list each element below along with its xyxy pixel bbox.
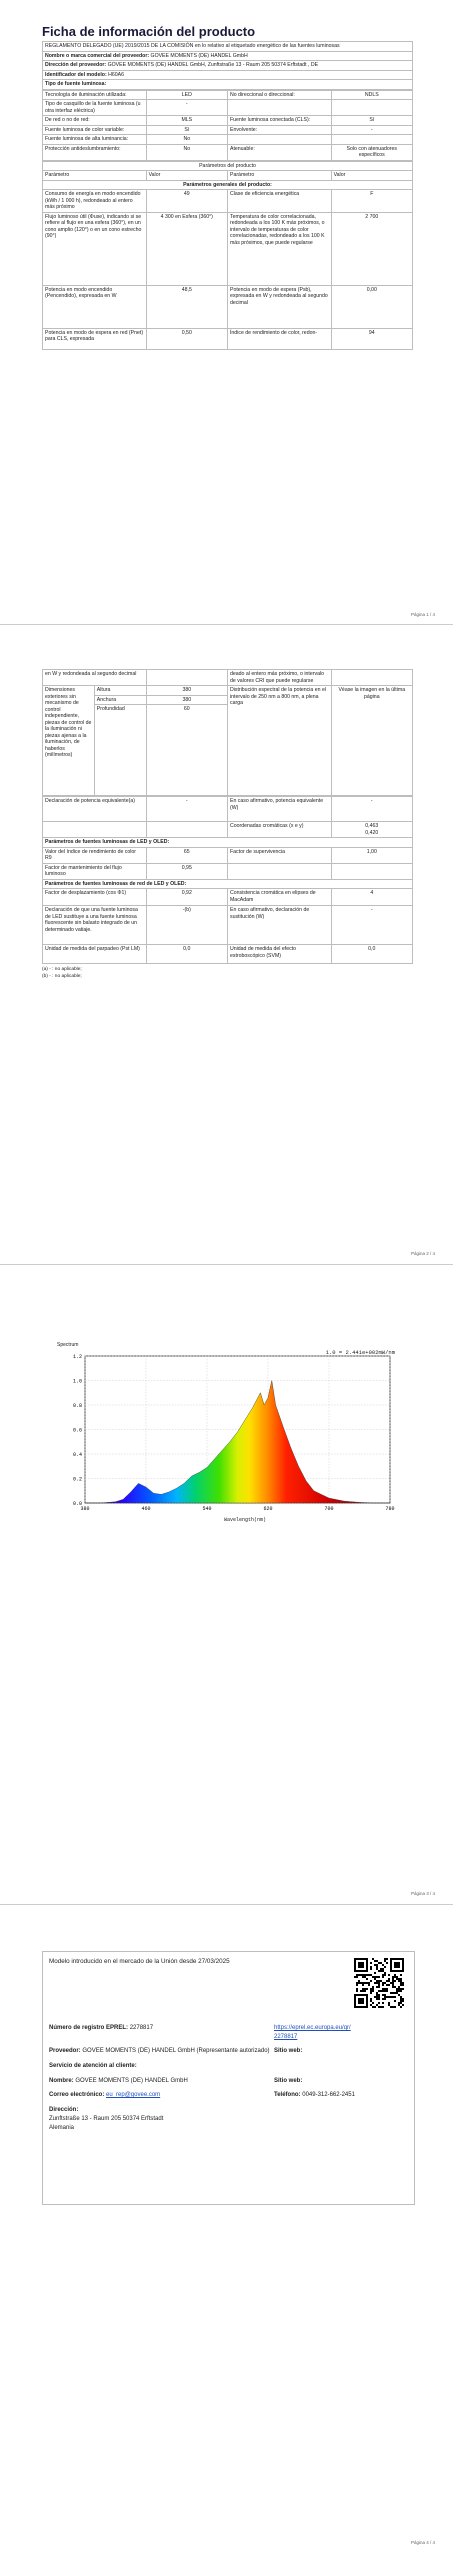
mains-row	[43, 945, 413, 964]
param-value: 0,50	[146, 328, 227, 349]
led-section-heading: Parámetros de fuentes luminosas de LED y OLED:	[43, 838, 413, 848]
param-label: Potencia en modo de espera (Psb), expresada en W y redondeada al segundo decimal	[227, 285, 331, 328]
param-value: 0,0	[146, 945, 227, 964]
param-value: 4	[331, 889, 412, 906]
param-value	[331, 135, 412, 145]
page-number: Página 4 / 4	[410, 2540, 435, 2545]
param-value: No	[146, 144, 227, 160]
col-param-2: Parámetro	[227, 171, 331, 181]
type-row	[43, 144, 413, 160]
param-value: 0,00	[331, 285, 412, 328]
dimensions-label: Dimensiones exteriores sin mecanismo de control independiente, piezas de control de la iluminación ni piezas ajenas a la iluminación, de haberlos (milímetros)	[43, 686, 95, 796]
page-1	[0, 0, 453, 625]
cont-left: en W y redondeada al segundo decimal	[43, 670, 147, 686]
product-info-continued	[42, 669, 413, 980]
site-label: Sitio web:	[274, 2077, 303, 2084]
param-value: 4 300 en Esfera (360°)	[146, 212, 227, 285]
website-label: Sitio web:	[274, 2048, 303, 2055]
param-value: 48,5	[146, 285, 227, 328]
param-label: Valor del índice de rendimiento de color R9	[43, 847, 147, 863]
document-title: Ficha de información del producto	[42, 24, 256, 39]
param-value	[331, 100, 412, 116]
params-title: Parámetros del producto	[43, 161, 413, 171]
param-value: -	[331, 125, 412, 135]
led-row	[43, 847, 413, 863]
regulation-text: REGLAMENTO DELEGADO (UE) 2019/2015 DE LA COMISIÓN en lo relativo al etiquetado energético de las fuentes luminosas	[43, 42, 413, 52]
chart-ylabel: Spectrum	[57, 1342, 79, 1348]
chromaticity-label: Coordenadas cromáticas (x e y)	[227, 822, 331, 838]
distribution-label: Distribución espectral de la potencia en el intervalo de 250 nm a 800 nm, a plena carga	[227, 686, 331, 796]
spectrum-chart-svg	[55, 1338, 400, 1523]
param-label: Índice de rendimiento de color, redon-	[227, 328, 331, 349]
footnote-a: (a) - : no aplicable;	[42, 967, 82, 972]
col-param-1: Parámetro	[43, 171, 147, 181]
footnotes	[42, 967, 413, 980]
param-label	[227, 863, 331, 879]
phone-label: Teléfono:	[274, 2092, 301, 2099]
footnote-b: (b) - : no aplicable;	[42, 973, 82, 979]
param-value: NDLS	[331, 90, 412, 100]
params-table	[42, 161, 413, 350]
y-tick-label: 0.8	[72, 1402, 82, 1409]
param-value: -(b)	[146, 906, 227, 945]
equiv-power-w-value: -	[331, 797, 412, 822]
page-number: Página 2 / 4	[410, 1251, 435, 1256]
dim-depth-label: Profundidad	[94, 705, 146, 796]
type-row	[43, 100, 413, 116]
name-label: Nombre:	[49, 2077, 74, 2084]
y-tick-label: 0.6	[72, 1427, 82, 1434]
equiv-power-w-label: En caso afirmativo, potencia equivalente (W)	[227, 797, 331, 822]
spectrum-chart	[55, 1338, 400, 1523]
param-label: Tecnología de iluminación utilizada:	[43, 90, 147, 100]
x-tick-label: 620	[263, 1506, 273, 1512]
x-tick-label: 460	[141, 1506, 151, 1512]
param-label: Factor de mantenimiento del flujo luminoso	[43, 863, 147, 879]
eprel-label: Número de registro EPREL:	[49, 2025, 129, 2031]
param-value	[331, 863, 412, 879]
model-value: H60A6	[108, 71, 125, 78]
supplier-value: GOVEE MOMENTS (DE) HANDEL GmbH	[150, 52, 248, 59]
param-value: Sí	[331, 116, 412, 126]
param-label: Consumo de energía en modo encendido (kWh / 1 000 h), redondeado al entero más próximo	[43, 190, 147, 213]
page-number: Página 1 / 4	[410, 612, 435, 617]
param-value: MLS	[146, 116, 227, 126]
page-2	[0, 625, 453, 1265]
address-value: GOVEE MOMENTS (DE) HANDEL GmbH, Zunftstraße 13 - Raum 205 50374 Erftstadt , DE	[107, 62, 319, 68]
address-line-2: Alemania	[49, 2124, 75, 2131]
y-tick-label: 0.4	[72, 1451, 82, 1458]
param-label: Declaración de que una fuente luminosa de LED sustituye a una fuente luminosa fluorescente sin balasto integrado de un determinado vatiaje.	[43, 906, 147, 945]
chromaticity-value: 0,463 0,420	[331, 822, 412, 838]
param-value: 94	[331, 328, 412, 349]
dim-depth-value: 60	[146, 705, 227, 796]
dim-width-value: 380	[146, 695, 227, 705]
param-label: Unidad de medida del efecto estroboscópico (SVM)	[227, 945, 331, 964]
param-value: 0,95	[146, 863, 227, 879]
param-value: Sí	[146, 125, 227, 135]
param-label: Clase de eficiencia energética	[227, 190, 331, 213]
supplier-label: Nombre o marca comercial del proveedor:	[45, 52, 150, 59]
product-card	[42, 1951, 415, 2205]
x-tick-label: 380	[80, 1506, 90, 1512]
mains-row	[43, 906, 413, 945]
param-value: -	[146, 100, 227, 116]
type-table	[42, 90, 413, 161]
header-table	[42, 41, 413, 90]
param-value: No	[146, 135, 227, 145]
param-label: Temperatura de color correlacionada, redondeada a los 100 K más próximos, o intervalo de temperaturas de color correlacionadas, redondeado a los 100 K más próximos, que puede regularse	[227, 212, 331, 285]
param-label: En caso afirmativo, declaración de sustitución (W)	[227, 906, 331, 945]
general-row	[43, 190, 413, 213]
x-tick-label: 540	[202, 1506, 212, 1512]
address-label: Dirección del proveedor:	[45, 62, 107, 68]
param-label: Fuente luminosa de alta luminancia:	[43, 135, 147, 145]
service-label: Servicio de atención al cliente:	[49, 2063, 137, 2070]
equiv-power-label: Declaración de potencia equivalente(a)	[43, 797, 147, 822]
param-label: Fuente luminosa de color variable:	[43, 125, 147, 135]
param-value: -	[331, 906, 412, 945]
dim-height-label: Altura	[94, 686, 146, 696]
page-4	[0, 1905, 453, 2560]
y-tick-label: 1.0	[72, 1378, 82, 1385]
rows-b-table	[42, 796, 413, 964]
param-label: De red o no de red:	[43, 116, 147, 126]
param-label: Potencia en modo encendido (Pencendido), expresada en W	[43, 285, 147, 328]
qr-code-icon[interactable]	[354, 1958, 404, 2008]
page-number: Página 3 / 4	[410, 1891, 435, 1896]
x-tick-label: 700	[324, 1506, 334, 1512]
general-row	[43, 212, 413, 285]
type-row	[43, 125, 413, 135]
y-tick-label: 1.2	[72, 1353, 82, 1360]
general-row	[43, 328, 413, 349]
param-value: 0,0	[331, 945, 412, 964]
param-label: Factor de desplazamiento (cos Φ1)	[43, 889, 147, 906]
phone-value: 0049-312-662-2451	[302, 2092, 355, 2099]
param-value: 1,00	[331, 847, 412, 863]
equiv-power-value: -	[146, 797, 227, 822]
chart-annotation: 1.0 = 2.441e+002mW/nm	[325, 1349, 395, 1356]
param-value: 65	[146, 847, 227, 863]
param-value: F	[331, 190, 412, 213]
led-row	[43, 863, 413, 879]
dim-height-value: 380	[146, 686, 227, 696]
param-label: Consistencia cromática en elipses de MacAdam	[227, 889, 331, 906]
address-label: Dirección:	[49, 2107, 79, 2114]
col-value-1: Valor	[146, 171, 227, 181]
y-tick-label: 0.0	[72, 1500, 82, 1507]
param-label: Flujo luminoso útil (Φuse), indicando si se refiere al flujo en una esfera (360°), en un cono amplio (120°) o en un cono estrecho (90°)	[43, 212, 147, 285]
address-line-1: Zunftstraße 13 - Raum 205 50374 Erftstadt	[49, 2115, 164, 2122]
type-row	[43, 90, 413, 100]
param-label: Factor de supervivencia	[227, 847, 331, 863]
mains-row	[43, 889, 413, 906]
param-label: Atenuable:	[227, 144, 331, 160]
distribution-value: Véase la imagen en la última página	[331, 686, 412, 796]
general-row	[43, 285, 413, 328]
param-label: Tipo de casquillo de la fuente luminosa (u otra interfaz eléctrica)	[43, 100, 147, 116]
product-info-sheet	[42, 24, 413, 350]
cont-right: deado al entero más próximo, o intervalo de valores CRI que puede regularse	[227, 670, 331, 686]
param-value: LED	[146, 90, 227, 100]
type-row	[43, 135, 413, 145]
model-label: Identificador del modelo:	[45, 71, 107, 78]
mains-section-heading: Parámetros de fuentes luminosas de red de LED y OLED:	[43, 879, 413, 889]
email-link[interactable]: eu_rep@govee.com	[106, 2092, 161, 2099]
param-label: No direccional o direccional:	[227, 90, 331, 100]
param-value: Solo con atenuadores específicos	[331, 144, 412, 160]
type-row	[43, 116, 413, 126]
param-label: Envolvente:	[227, 125, 331, 135]
col-value-2: Valor	[331, 171, 412, 181]
param-label: Protección antideslumbramiento:	[43, 144, 147, 160]
x-tick-label: 780	[385, 1506, 395, 1512]
market-intro: Modelo introducido en el mercado de la Unión desde 27/03/2025	[49, 1958, 230, 1965]
param-value: 49	[146, 190, 227, 213]
param-label	[227, 100, 331, 116]
dim-width-label: Anchura	[94, 695, 146, 705]
param-label: Unidad de medida del parpadeo (Pst LM)	[43, 945, 147, 964]
provider-label: Proveedor:	[49, 2048, 81, 2055]
dims-table	[42, 669, 413, 796]
param-label: Potencia en modo de espera en red (Pnet) para CLS, expresada	[43, 328, 147, 349]
type-section-heading: Tipo de fuente luminosa:	[43, 80, 413, 90]
general-section-heading: Parámetros generales del producto:	[43, 180, 413, 190]
eprel-value: 2278817	[129, 2025, 154, 2031]
param-label	[227, 135, 331, 145]
email-label: Correo electrónico:	[49, 2092, 105, 2099]
param-value: 0,92	[146, 889, 227, 906]
provider-value: GOVEE MOMENTS (DE) HANDEL GmbH (Representante autorizado)	[82, 2048, 270, 2055]
param-value: 2 700	[331, 212, 412, 285]
y-tick-label: 0.2	[72, 1476, 82, 1483]
eprel-link[interactable]: https://eprel.ec.europa.eu/qr/2278817	[274, 2025, 351, 2040]
chart-xlabel: Wavelength(nm)	[223, 1517, 267, 1523]
param-label: Fuente luminosa conectada (CLS):	[227, 116, 331, 126]
name-value: GOVEE MOMENTS (DE) HANDEL GmbH	[75, 2077, 188, 2084]
